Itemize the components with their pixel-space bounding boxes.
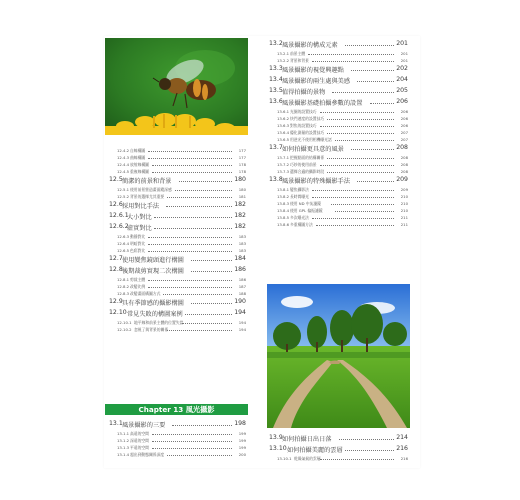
toc-entry-page: 184 <box>234 255 246 262</box>
toc-leader-dots <box>357 181 394 182</box>
toc-leader-dots <box>320 126 394 127</box>
toc-entry-page: 207 <box>400 137 408 142</box>
toc-entry-number: 13.3 <box>269 65 283 72</box>
toc-entry-title: 風景攝影的構成元素 <box>282 42 338 49</box>
toc-leader-dots <box>152 434 232 435</box>
toc-entry-title: 風景攝影基礎拍攝參數的設置 <box>282 100 363 107</box>
toc-leader-dots <box>335 211 394 212</box>
toc-entry-title: 平遠的空間 <box>130 445 149 450</box>
toc-entry-title: 自線構圖 <box>130 148 146 153</box>
toc-entry-page: 177 <box>238 155 246 160</box>
toc-entry-page: 207 <box>400 130 408 135</box>
toc-entry-number: 12.6.4 <box>117 241 130 246</box>
toc-leader-dots <box>148 280 232 281</box>
toc-entry-page: 182 <box>234 223 246 230</box>
toc-entry-page: 206 <box>400 109 408 114</box>
toc-entry-title: 虛實對比 <box>127 225 152 232</box>
toc-entry-page: 205 <box>396 87 408 94</box>
toc-entry-page: 201 <box>400 58 408 63</box>
toc-entry-title: 光圈的設置技巧 <box>290 109 317 114</box>
toc-entry-page: 183 <box>238 241 246 246</box>
toc-entry-page: 206 <box>396 98 408 105</box>
toc-entry-title: 改變比例 <box>130 284 146 289</box>
toc-entry-title: 風景攝影的視覺興趣點 <box>282 67 344 74</box>
toc-entry-title: 深遠的空間 <box>130 438 149 443</box>
toc-entry-title: 色彩對比 <box>130 248 146 253</box>
toc-leader-dots <box>308 54 394 55</box>
toc-entry-number: 12.6.1 <box>109 212 129 219</box>
toc-entry-page: 177 <box>238 148 246 153</box>
toc-entry-title: 剪裁主體 <box>130 277 146 282</box>
toc-entry-number: 13.8.5 <box>277 215 290 220</box>
toc-entry-page: 178 <box>238 169 246 174</box>
toc-entry-page: 182 <box>234 212 246 219</box>
toc-leader-dots <box>148 237 232 238</box>
toc-entry-number: 12.10.1 <box>117 320 132 325</box>
toc-leader-dots <box>327 133 394 134</box>
toc-entry-title: 巧妙的使用前景 <box>290 162 317 167</box>
toc-entry-number: 13.6.4 <box>277 130 290 135</box>
toc-entry-title: 採用對比手法 <box>122 203 160 210</box>
toc-entry-page: 210 <box>400 208 408 213</box>
toc-entry-page: 183 <box>238 234 246 239</box>
toc-entry-number: 13.8.1 <box>277 187 290 192</box>
toc-entry-number: 13.5 <box>269 87 283 94</box>
toc-entry-page: 209 <box>396 176 408 183</box>
toc-leader-dots <box>331 204 394 205</box>
toc-entry-title: 明暗對比 <box>130 241 146 246</box>
toc-entry-page: 208 <box>400 169 408 174</box>
toc-entry-title: 多次曝光法 <box>290 215 309 220</box>
toc-entry-number: 13.1.1 <box>117 431 130 436</box>
toc-leader-dots <box>152 165 232 166</box>
toc-entry-number: 13.1.2 <box>117 438 130 443</box>
toc-entry-title: 優化測量的設置技巧 <box>290 130 325 135</box>
toc-entry-title: 風景攝影的三要 <box>122 422 166 429</box>
toc-leader-dots <box>191 271 232 272</box>
toc-leader-dots <box>345 450 394 451</box>
toc-entry-number: 13.8.6 <box>277 222 290 227</box>
toc-entry-page: 211 <box>400 215 408 220</box>
toc-entry-number: 13.8.4 <box>277 208 290 213</box>
toc-entry-page: 190 <box>234 298 246 305</box>
toc-leader-dots <box>167 455 232 456</box>
toc-entry-title: 使用變焦鏡頭進行構圖 <box>122 257 184 264</box>
toc-entry-number: 13.10.1 <box>277 456 292 461</box>
toc-entry-number: 13.10 <box>269 445 287 452</box>
toc-entry-page: 206 <box>400 116 408 121</box>
toc-entry-page: 200 <box>238 452 246 457</box>
toc-entry-title: 把握點面的結構關係 <box>290 155 325 160</box>
toc-leader-dots <box>154 217 232 218</box>
toc-entry-page: 194 <box>234 309 246 316</box>
toc-leader-dots <box>320 165 394 166</box>
toc-entry-page: 182 <box>234 201 246 208</box>
toc-leader-dots <box>167 197 232 198</box>
toc-entry-title: 快門速度的設置技巧 <box>290 116 325 121</box>
toc-entry-number: 13.1 <box>109 420 123 427</box>
toc-entry-title: 前景主體 <box>290 51 306 56</box>
toc-entry-page: 216 <box>400 456 408 461</box>
toc-entry-number: 12.6.5 <box>117 248 130 253</box>
toc-entry-title: 選擇合適的攝影時段 <box>290 169 325 174</box>
toc-entry-page: 199 <box>238 431 246 436</box>
toc-entry-page: 210 <box>400 201 408 206</box>
toc-entry-page: 188 <box>238 291 246 296</box>
toc-entry-title: 值得拍攝的景物 <box>282 89 326 96</box>
toc-entry-page: 186 <box>234 266 246 273</box>
toc-leader-dots <box>320 459 394 460</box>
toc-entry-page: 209 <box>400 187 408 192</box>
toc-entry-page: 208 <box>400 155 408 160</box>
toc-leader-dots <box>345 45 394 46</box>
toc-entry-number: 12.4.4 <box>117 162 130 167</box>
toc-entry-number: 13.6.2 <box>277 116 290 121</box>
toc-leader-dots <box>148 151 232 152</box>
toc-entry-number: 12.5.2 <box>117 194 130 199</box>
toc-entry-page: 201 <box>400 51 408 56</box>
toc-entry-page: 199 <box>238 445 246 450</box>
toc-leader-dots <box>332 92 394 93</box>
toc-entry-number: 13.1.4 <box>117 452 130 457</box>
toc-entry-number: 12.4.3 <box>117 155 130 160</box>
toc-entry-title: 如何拍攝日出日落 <box>282 436 332 443</box>
toc-entry-number: 13.2.1 <box>277 51 290 56</box>
toc-leader-dots <box>339 439 394 440</box>
toc-entry-page: 180 <box>234 176 246 183</box>
toc-entry-title: 多重構圖方法 <box>290 222 313 227</box>
toc-entry-page: 183 <box>238 248 246 253</box>
landscape-photo <box>267 284 410 428</box>
toc-entry-title: 曲線構圖 <box>130 155 146 160</box>
toc-entry-number: 12.8 <box>109 266 123 273</box>
toc-entry-number: 13.6 <box>269 98 283 105</box>
toc-entry-page: 198 <box>234 420 246 427</box>
toc-entry-title: 如何拍攝更具意的風景 <box>282 146 344 153</box>
toc-entry-title: 高遠的空間 <box>130 431 149 436</box>
toc-entry-number: 12.6.2 <box>109 223 129 230</box>
toc-leader-dots <box>175 190 232 191</box>
toc-entry-number: 12.8.1 <box>117 277 130 282</box>
toc-entry-number: 12.10.2 <box>117 327 132 332</box>
toc-entry-title: 大小對比 <box>127 214 152 221</box>
toc-entry-number: 13.6.3 <box>277 123 290 128</box>
toc-leader-dots <box>191 260 232 261</box>
toc-entry-page: 210 <box>400 194 408 199</box>
toc-leader-dots <box>312 197 394 198</box>
toc-entry-page: 187 <box>238 284 246 289</box>
toc-entry-title: 長時間曝光 <box>290 194 309 199</box>
toc-entry-title: 如何拍攝美麗的雲層 <box>287 447 343 454</box>
toc-entry-page: 214 <box>396 434 408 441</box>
toc-leader-dots <box>152 448 232 449</box>
toc-leader-dots <box>182 323 232 324</box>
toc-entry-page: 180 <box>238 187 246 192</box>
toc-entry-number: 13.7.3 <box>277 169 290 174</box>
toc-leader-dots <box>179 181 232 182</box>
toc-entry-page: 208 <box>396 144 408 151</box>
toc-entry-title: 重複線構圖 <box>130 169 149 174</box>
toc-entry-title: 乾燥氣候的雲層 <box>294 456 321 461</box>
toc-leader-dots <box>152 172 232 173</box>
toc-leader-dots <box>327 172 394 173</box>
chapter-heading: Chapter 13 風光攝影 <box>138 405 215 414</box>
toc-entry-title: 後期裁剪實現二次構圖 <box>122 268 184 275</box>
toc-leader-dots <box>166 206 232 207</box>
toc-entry-title: 背景和背景 <box>290 58 309 63</box>
toc-entry-title: 地平線和前景主體的位置失當 <box>134 320 184 325</box>
toc-leader-dots <box>152 441 232 442</box>
toc-entry-title: 使用 GPL 偏振濾鏡 <box>290 208 323 213</box>
toc-leader-dots <box>148 244 232 245</box>
toc-entry-title: 改變畫面構圖方式 <box>130 291 161 296</box>
toc-entry-page: 201 <box>396 40 408 47</box>
toc-leader-dots <box>351 149 394 150</box>
toc-leader-dots <box>316 225 394 226</box>
toc-entry-number: 12.4.2 <box>117 148 130 153</box>
toc-entry-page: 202 <box>396 65 408 72</box>
toc-entry-title: 超出到動態關係深度 <box>130 452 165 457</box>
toc-entry-title: 動靜對比 <box>130 234 146 239</box>
toc-entry-number: 13.6.1 <box>277 109 290 114</box>
toc-entry-number: 13.2 <box>269 40 283 47</box>
toc-leader-dots <box>167 330 232 331</box>
toc-entry-page: 194 <box>238 327 246 332</box>
toc-entry-number: 13.8.3 <box>277 201 290 206</box>
toc-entry-number: 13.7 <box>269 144 283 151</box>
toc-entry-title: 簡潔的前景和背景 <box>122 178 172 185</box>
toc-entry-title: 使用前景營造畫面縱深感 <box>130 187 172 192</box>
toc-entry-title: 常見失敗的構圖案例 <box>127 311 183 318</box>
bee-photo <box>105 38 248 135</box>
toc-entry-title: 放射線構圖 <box>130 162 149 167</box>
toc-leader-dots <box>312 61 394 62</box>
toc-entry-number: 13.7.1 <box>277 155 290 160</box>
toc-leader-dots <box>191 303 232 304</box>
toc-entry-number: 12.6.3 <box>117 234 130 239</box>
toc-entry-title: 具有季節感的攝影構圖 <box>122 300 184 307</box>
toc-entry-page: 186 <box>238 277 246 282</box>
toc-entry-title: 使用 ND 中灰濾鏡 <box>290 201 321 206</box>
toc-entry-number: 12.4.5 <box>117 169 130 174</box>
toc-leader-dots <box>185 314 232 315</box>
toc-leader-dots <box>312 190 394 191</box>
toc-leader-dots <box>370 103 394 104</box>
toc-leader-dots <box>148 251 232 252</box>
toc-entry-title: 背景的選擇尤其重要 <box>130 194 165 199</box>
toc-entry-page: 211 <box>400 222 408 227</box>
toc-leader-dots <box>357 81 394 82</box>
toc-entry-number: 13.9 <box>269 434 283 441</box>
toc-leader-dots <box>148 158 232 159</box>
toc-entry-number: 12.7 <box>109 255 123 262</box>
toc-leader-dots <box>163 294 232 295</box>
toc-leader-dots <box>327 158 394 159</box>
toc-entry-number: 13.7.2 <box>277 162 290 167</box>
toc-leader-dots <box>335 140 394 141</box>
toc-entry-page: 204 <box>396 76 408 83</box>
toc-entry-number: 12.9 <box>109 298 123 305</box>
toc-entry-page: 181 <box>238 194 246 199</box>
toc-entry-number: 12.10 <box>109 309 127 316</box>
toc-entry-number: 13.6.5 <box>277 137 290 142</box>
toc-entry-number: 13.2.2 <box>277 58 290 63</box>
toc-entry-number: 12.8.2 <box>117 284 130 289</box>
toc-entry-title: 變焦攝影法 <box>290 187 309 192</box>
toc-leader-dots <box>327 119 394 120</box>
toc-entry-title: 用逆光不使用相機曝光話 <box>290 137 332 142</box>
toc-entry-title: 對焦的設置技巧 <box>290 123 317 128</box>
toc-entry-title: 風景攝影的兩生處與美感 <box>282 78 351 85</box>
toc-entry-number: 13.4 <box>269 76 283 83</box>
toc-entry-number: 13.8.2 <box>277 194 290 199</box>
toc-entry-number: 13.1.3 <box>117 445 130 450</box>
toc-leader-dots <box>172 425 232 426</box>
toc-entry-number: 13.8 <box>269 176 283 183</box>
toc-entry-title: 忽視了與背景的關係 <box>134 327 169 332</box>
toc-entry-page: 178 <box>238 162 246 167</box>
toc-leader-dots <box>154 228 232 229</box>
toc-entry-page: 199 <box>238 438 246 443</box>
toc-leader-dots <box>351 70 394 71</box>
toc-leader-dots <box>312 218 394 219</box>
toc-entry-number: 12.6 <box>109 201 123 208</box>
toc-leader-dots <box>148 287 232 288</box>
toc-entry-number: 12.5.1 <box>117 187 130 192</box>
toc-entry-number: 12.5 <box>109 176 123 183</box>
toc-entry-page: 206 <box>400 123 408 128</box>
toc-entry-page: 194 <box>238 320 246 325</box>
toc-entry-page: 208 <box>400 162 408 167</box>
toc-entry-page: 216 <box>396 445 408 452</box>
toc-entry-number: 12.8.3 <box>117 291 130 296</box>
toc-entry-title: 風景攝影的特殊攝影手法 <box>282 178 351 185</box>
toc-leader-dots <box>320 112 394 113</box>
